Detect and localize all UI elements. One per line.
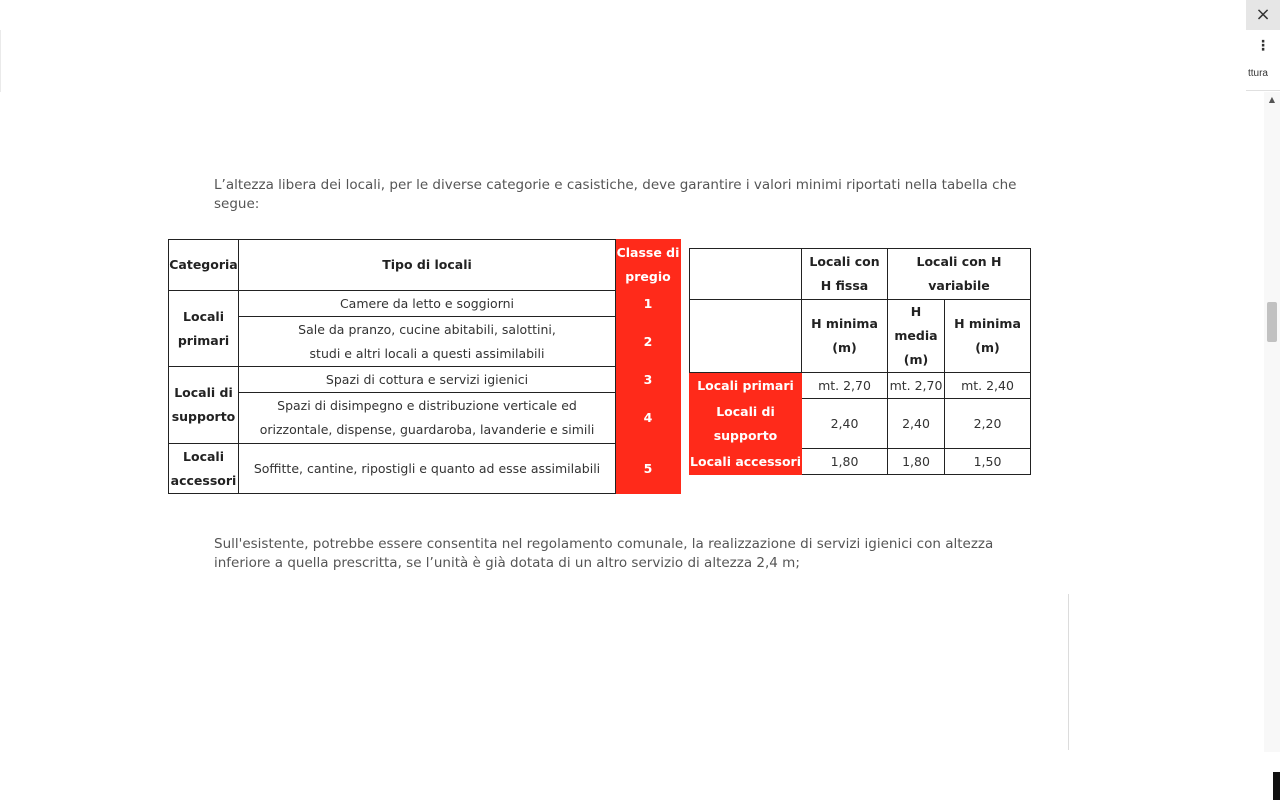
row-label-accessory: Locali accessori: [690, 449, 802, 475]
tipo-cell: Spazi di disimpegno e distribuzione verticale ed orizzontale, dispense, guardaroba, lavanderie e simili: [239, 393, 616, 444]
sub-header: H media (m): [888, 300, 945, 373]
scroll-thumb[interactable]: [1267, 302, 1277, 342]
header-categoria: Categoria: [169, 240, 239, 291]
category-support: Locali di supporto: [169, 367, 239, 444]
group-header-variable: Locali con H variabile: [888, 249, 1031, 300]
note-paragraph: Sull'esistente, potrebbe essere consentita nel regolamento comunale, la realizzazione di servizi igienici con altezza inferiore a quella prescritta, se l’unità è già dotata di un altro servizio di altezza 2,4 m;: [214, 536, 994, 571]
group-header-fixed: Locali con H fissa: [802, 249, 888, 300]
side-panel-label: ttura: [1247, 68, 1268, 79]
value-cell: 2,40: [802, 399, 888, 449]
bottom-corner-mark: [1273, 772, 1280, 800]
scrollbar[interactable]: [1264, 92, 1280, 752]
tipo-cell: Spazi di cottura e servizi igienici: [239, 367, 616, 393]
tipo-cell: Sale da pranzo, cucine abitabili, salottini, studi e altri locali a questi assimilabili: [239, 317, 616, 367]
row-label-support: Locali di supporto: [690, 399, 802, 449]
row-label-primary: Locali primari: [690, 373, 802, 399]
classification-table: [168, 239, 681, 494]
scroll-up-arrow-icon[interactable]: ▲: [1268, 94, 1276, 104]
value-cell: 2,20: [945, 399, 1031, 449]
classe-cell: 5: [616, 444, 681, 494]
value-cell: 1,80: [802, 449, 888, 475]
side-panel-divider: [1246, 90, 1280, 91]
classe-cell: 3: [616, 367, 681, 393]
classe-cell: 4: [616, 393, 681, 444]
classe-cell: 2: [616, 317, 681, 367]
sub-header: H minima (m): [802, 300, 888, 373]
category-accessory: Locali accessori: [169, 444, 239, 494]
category-primary: Locali primari: [169, 291, 239, 367]
value-cell: mt. 2,40: [945, 373, 1031, 399]
value-cell: mt. 2,70: [888, 373, 945, 399]
value-cell: 1,80: [888, 449, 945, 475]
empty-cell: [690, 300, 802, 373]
page-edge: [0, 30, 1, 92]
header-classe: Classe di pregio: [616, 240, 681, 291]
value-cell: mt. 2,70: [802, 373, 888, 399]
value-cell: 2,40: [888, 399, 945, 449]
sub-header: H minima (m): [945, 300, 1031, 373]
empty-corner-cell: [690, 249, 802, 300]
value-cell: 1,50: [945, 449, 1031, 475]
more-options-icon[interactable]: ⋮: [1256, 38, 1270, 54]
height-table: [689, 248, 1031, 475]
tipo-cell: Soffitte, cantine, ripostigli e quanto ad esse assimilabili: [239, 444, 616, 494]
tipo-cell: Camere da letto e soggiorni: [239, 291, 616, 317]
close-icon[interactable]: ×: [1255, 3, 1271, 25]
classe-cell: 1: [616, 291, 681, 317]
intro-paragraph: L’altezza libera dei locali, per le diverse categorie e casistiche, deve garantire i valori minimi riportati nella tabella che segue:: [214, 177, 1017, 212]
content-edge: [1068, 594, 1069, 750]
header-tipo: Tipo di locali: [239, 240, 616, 291]
